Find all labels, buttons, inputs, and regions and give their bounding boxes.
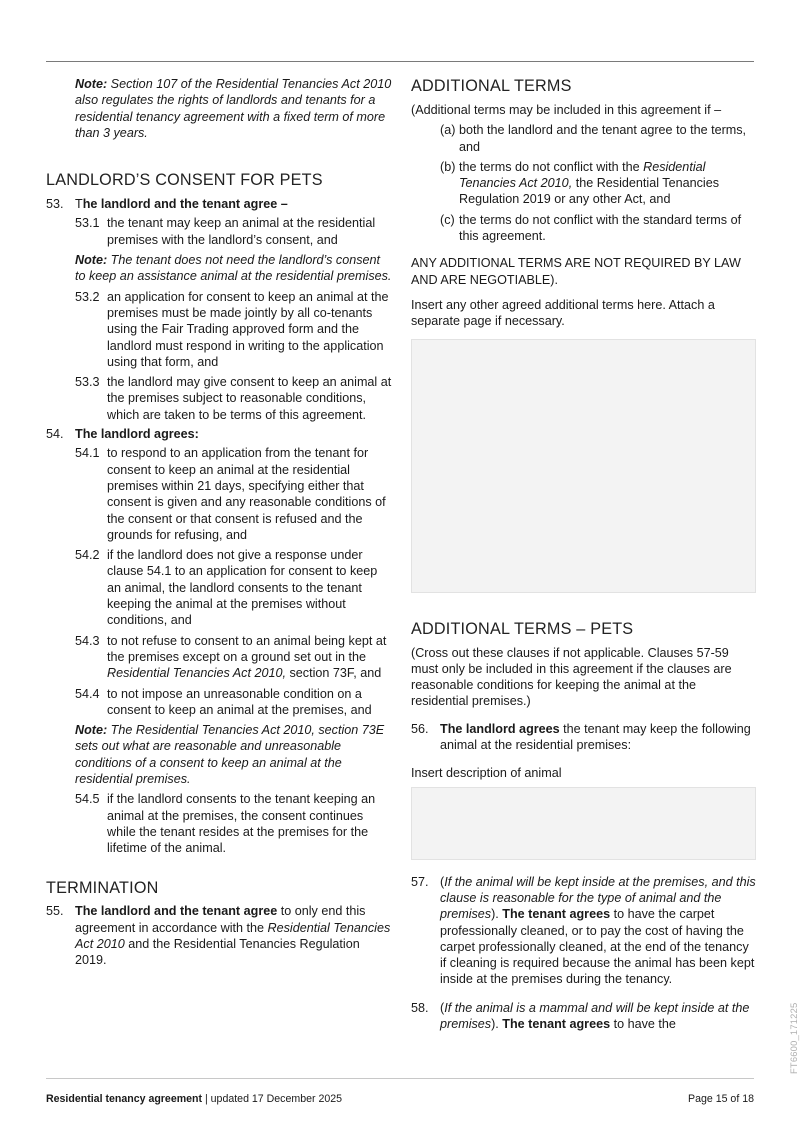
footer-rule — [46, 1078, 754, 1079]
note-section-73e: Note: The Residential Tenancies Act 2010, section 73E sets out what are reasonable and unreasonable conditions of a consent to keep an animal at the residential premises. — [75, 723, 385, 786]
clause-58: 58. (If the animal is a mammal and will be kept inside at the premises). The tenant agrees to have the — [411, 1000, 750, 1032]
clause-54: 54. The landlord agrees: — [46, 427, 199, 442]
clause-53: 53. The landlord and the tenant agree – — [46, 197, 288, 212]
form-code: FT6600_171225 — [788, 1002, 799, 1074]
animal-description-field[interactable] — [411, 787, 756, 860]
insert-terms-instruction: Insert any other agreed additional terms here. Attach a separate page if necessary. — [411, 297, 715, 329]
note-section-107: Note: Section 107 of the Residential Tenancies Act 2010 also regulates the rights of landlords and tenants for a residential tenancy agreement with a fixed term of more than 3 years. — [75, 77, 392, 140]
insert-animal-label: Insert description of animal — [411, 766, 562, 781]
clause-53-1: 53.1 the tenant may keep an animal at the residential premises with the landlord’s consent, and — [75, 216, 376, 247]
clause-56: 56. The landlord agrees the tenant may keep the following animal at the residential premises: — [411, 721, 751, 753]
condition-b: (b) the terms do not conflict with the Residential Tenancies Act 2010, the Residential Tenancies Regulation 2019 or any other Act, and — [440, 159, 719, 207]
left-column — [46, 76, 392, 969]
clause-54-3: 54.3 to not refuse to consent to an animal being kept at the premises except on a ground set out in the Residential Tenancies Act 2010, section 73F, and — [75, 633, 387, 681]
page-number: Page 15 of 18 — [688, 1093, 754, 1105]
clause-55: 55. The landlord and the tenant agree to only end this agreement in accordance with the Residential Tenancies Act 2010 and the Residential Tenancies Regulation 2019. — [46, 904, 391, 968]
clause-54-2: 54.2 if the landlord does not give a response under clause 54.1 to an application for consent to keep an animal, the landlord consents to the tenant keeping the animal at the premises without conditions, and — [75, 548, 378, 628]
additional-terms-field[interactable] — [411, 339, 756, 593]
footer-document-title: Residential tenancy agreement | updated 17 December 2025 — [46, 1093, 343, 1105]
right-column — [411, 76, 756, 1032]
termination-heading: TERMINATION — [46, 879, 159, 898]
landlords-consent-for-pets-heading: LANDLORD’S CONSENT FOR PETS — [46, 171, 323, 190]
condition-c: (c) the terms do not conflict with the standard terms of this agreement. — [440, 212, 742, 244]
top-rule — [46, 61, 754, 62]
clause-53-2: 53.2 an application for consent to keep an animal at the premises must be made jointly by all co-tenants using the Fair Trading approved form and the landlord must respond in writing to the application using that form, and — [75, 289, 389, 369]
negotiable-notice: ANY ADDITIONAL TERMS ARE NOT REQUIRED BY LAW AND ARE NEGOTIABLE). — [411, 256, 741, 287]
clause-54-5: 54.5 if the landlord consents to the tenant keeping an animal at the premises, the consent continues while the tenant resides at the premises for the lifetime of the animal. — [75, 792, 376, 856]
additional-terms-pets-heading: ADDITIONAL TERMS – PETS — [411, 619, 634, 638]
condition-a: (a) both the landlord and the tenant agree to the terms, and — [440, 123, 747, 154]
pets-intro: (Cross out these clauses if not applicable. Clauses 57-59 must only be included in this agreement if the clauses are reasonable conditions for keeping the animal at the residential premises.) — [411, 645, 732, 709]
additional-terms-intro: (Additional terms may be included in this agreement if – — [411, 103, 722, 117]
clause-54-4: 54.4 to not impose an unreasonable condition on a consent to keep an animal at the premises, and — [75, 686, 372, 717]
clause-57: 57. (If the animal will be kept inside at the premises, and this clause is reasonable for the type of animal and the premises). The tenant agrees to have the carpet professionally cleaned, or to pay the cost of having the carpet professionally cleaned, at the end of the tenancy if cleaning is required because the animal has been kept inside at the premises during the tenancy. — [411, 874, 756, 987]
additional-terms-heading: ADDITIONAL TERMS — [411, 77, 572, 95]
clause-54-1: 54.1 to respond to an application from the tenant for consent to keep an animal at the residential premises within 21 days, specifying either that consent is given and any reasonable conditions of the consent or that consent is refused and the grounds for refusing, and — [75, 446, 386, 542]
note-assistance-animal: Note: The tenant does not need the landlord’s consent to keep an assistance animal at the residential premises. — [75, 253, 392, 284]
clause-53-3: 53.3 the landlord may give consent to keep an animal at the premises subject to reasonable conditions, which are taken to be terms of this agreement. — [75, 375, 392, 422]
